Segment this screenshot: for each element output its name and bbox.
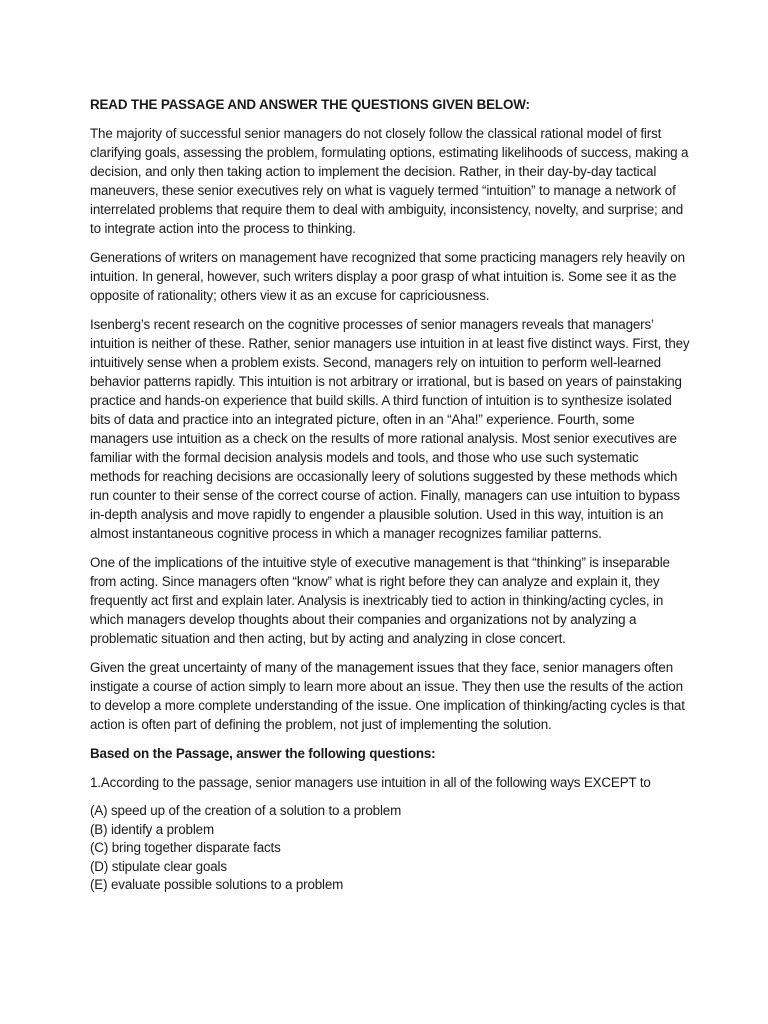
- passage-paragraph-3: Isenberg’s recent research on the cognitive processes of senior managers reveals that managers’ intuition is neither of these. Rather, senior managers use intuition in at least five distinct ways. First, they intuitively sense when a problem exists. Second, managers rely on intuition to perform well-learned behavior patterns rapidly. This intuition is not arbitrary or irrational, but is based on years of painstaking practice and hands-on experience that build skills. A third function of intuition is to synthesize isolated bits of data and practice into an integrated picture, often in an “Aha!” experience. Fourth, some managers use intuition as a check on the results of more rational analysis. Most senior executives are familiar with the formal decision analysis models and tools, and those who use such systematic methods for reaching decisions are occasionally leery of solutions suggested by these methods which run counter to their sense of the correct course of action. Finally, managers can use intuition to bypass in-depth analysis and move rapidly to engender a plausible solution. Used in this way, intuition is an almost instantaneous cognitive process in which a manager recognizes familiar patterns.: [90, 317, 690, 541]
- option-c: (C) bring together disparate facts: [90, 840, 281, 855]
- option-a: (A) speed up of the creation of a solution to a problem: [90, 803, 402, 818]
- passage-paragraph-1: The majority of successful senior managers do not closely follow the classical rational model of first clarifying goals, assessing the problem, formulating options, estimating likelihoods of success, making a decision, and only then taking action to implement the decision. Rather, in their day-by-day tactical maneuvers, these senior executives rely on what is vaguely termed “intuition” to manage a network of interrelated problems that require them to deal with ambiguity, inconsistency, novelty, and surprise; and to integrate action into the process to thinking.: [90, 126, 689, 236]
- questions-heading: Based on the Passage, answer the following questions:: [90, 746, 436, 761]
- passage-paragraph-4: One of the implications of the intuitive style of executive management is that “thinking” is inseparable from acting. Since managers often “know” what is right before they can analyze and explain it, they frequently act first and explain later. Analysis is inextricably tied to action in thinking/acting cycles, in which managers develop thoughts about their companies and organizations not by analyzing a problematic situation and then acting, but by acting and analyzing in close concert.: [90, 555, 670, 646]
- option-b: (B) identify a problem: [90, 821, 214, 837]
- passage-paragraph-5: Given the great uncertainty of many of the management issues that they face, senior managers often instigate a course of action simply to learn more about an issue. They then use the results of the action to develop a more complete understanding of the issue. One implication of thinking/acting cycles is that action is often part of defining the problem, not just of implementing the solution.: [90, 660, 685, 732]
- passage-paragraph-2: Generations of writers on management have recognized that some practicing managers rely heavily on intuition. In general, however, such writers display a poor grasp of what intuition is. Some see it as the opposite of rationality; others view it as an excuse for capriciousness.: [90, 250, 685, 303]
- passage-heading: READ THE PASSAGE AND ANSWER THE QUESTIONS GIVEN BELOW:: [90, 97, 530, 112]
- option-e: (E) evaluate possible solutions to a problem: [90, 877, 344, 892]
- option-d: (D) stipulate clear goals: [90, 858, 227, 874]
- question-1-text: 1.According to the passage, senior managers use intuition in all of the following ways EXCEPT to: [90, 775, 651, 790]
- document-page: [90, 95, 690, 895]
- question-1-options: [90, 802, 690, 895]
